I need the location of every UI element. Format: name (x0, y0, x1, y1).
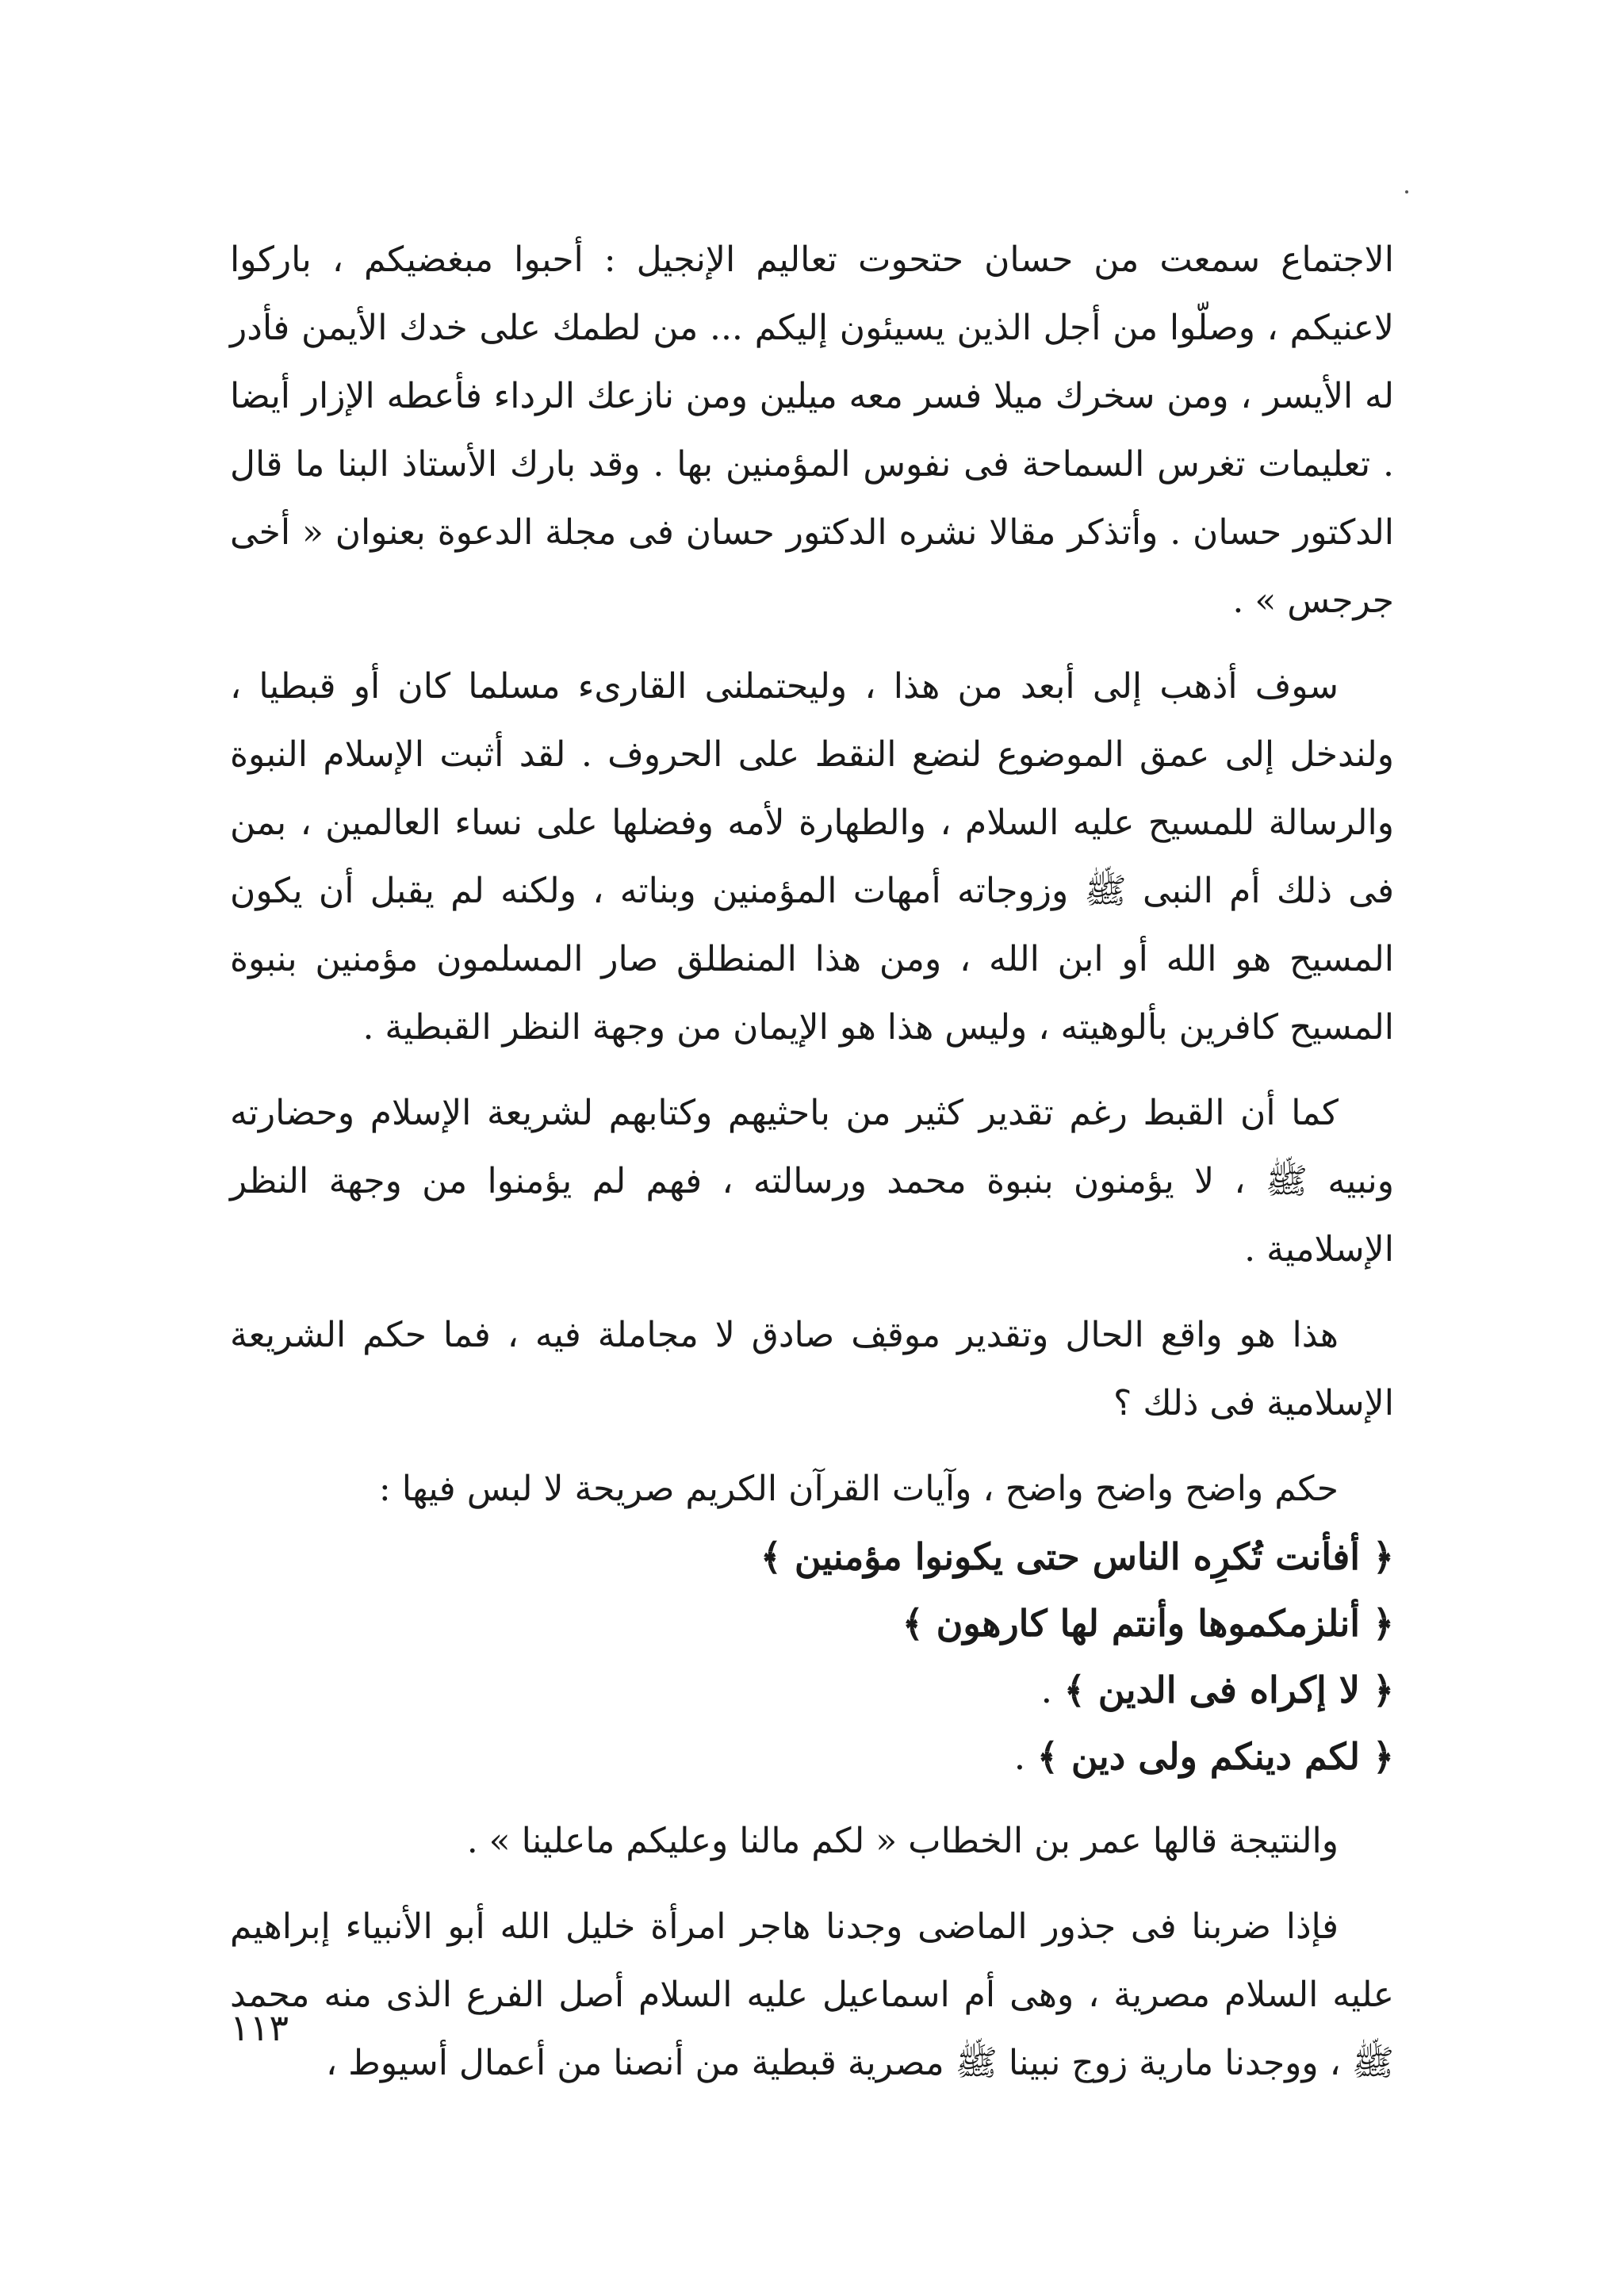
quran-verses (230, 1523, 1394, 1790)
paragraph-7: فإذا ضربنا فى جذور الماضى وجدنا هاجر امرأة خليل الله أبو الأنبياء إبراهيم عليه السلام مصرية ، وهى أم اسماعيل عليه السلام أصل الفرع الذى منه محمد ﷺ ، ووجدنا مارية زوج نبينا ﷺ مصرية قبطية من أنصنا من أعمال أسيوط ، (230, 1906, 1394, 2083)
paragraph-6: والنتيجة قالها عمر بن الخطاب « لكم مالنا وعليكم ماعلينا » . (466, 1821, 1339, 1861)
verse-2: ﴿ أنلزمكموها وأنتم لها كارهون ﴾ (902, 1602, 1394, 1645)
paragraph-3: كما أن القبط رغم تقدير كثير من باحثيهم وكتابهم لشريعة الإسلام وحضارته ونبيه ﷺ ، لا يؤمنون بنبوة محمد ورسالته ، فهم لم يؤمنوا من وجهة النظر الإسلامية . (230, 1093, 1394, 1270)
page-number: ١١٣ (230, 2006, 289, 2049)
paragraph-4: هذا هو واقع الحال وتقدير موقف صادق لا مجاملة فيه ، فما حكم الشريعة الإسلامية فى ذلك ؟ (230, 1315, 1394, 1423)
verse-3: ﴿ لا إكراه فى الدين ﴾ . (1040, 1668, 1394, 1711)
verse-4: ﴿ لكم دينكم ولى دين ﴾ . (1013, 1735, 1394, 1778)
verse-1: ﴿ أفأنت تُكرِه الناس حتى يكونوا مؤمنين ﴾ (760, 1535, 1394, 1578)
paragraph-2: سوف أذهب إلى أبعد من هذا ، وليحتملنى القارىء مسلما كان أو قبطيا ، ولندخل إلى عمق الموضوع لنضع النقط على الحروف . لقد أثبت الإسلام النبوة والرسالة للمسيح عليه السلام ، والطهارة لأمه وفضلها على نساء العالمين ، بمن فى ذلك أم النبى ﷺ وزوجاته أمهات المؤمنين وبناته ، ولكنه لم يقبل أن يكون المسيح هو الله أو ابن الله ، ومن هذا المنطلق صار المسلمون مؤمنين بنبوة المسيح كافرين بألوهيته ، وليس هذا هو الإيمان من وجهة النظر القبطية . (230, 666, 1394, 1048)
paragraph-1: الاجتماع سمعت من حسان حتحوت تعاليم الإنجيل : أحبوا مبغضيكم ، باركوا لاعنيكم ، وصلّوا من أجل الذين يسيئون إليكم ... من لطمك على خدك الأيمن فأدر له الأيسر ، ومن سخرك ميلا فسر معه ميلين ومن نازعك الرداء فأعطه الإزار أيضا . تعليمات تغرس السماحة فى نفوس المؤمنين بها . وقد بارك الأستاذ البنا ما قال الدكتور حسان . وأتذكر مقالا نشره الدكتور حسان فى مجلة الدعوة بعنوان « أخى جرجس » . (230, 239, 1394, 621)
body-text (230, 226, 1394, 2115)
scan-speck (1405, 190, 1408, 193)
paragraph-5: حكم واضح واضح واضح ، وآيات القرآن الكريم صريحة لا لبس فيها : (378, 1469, 1339, 1509)
